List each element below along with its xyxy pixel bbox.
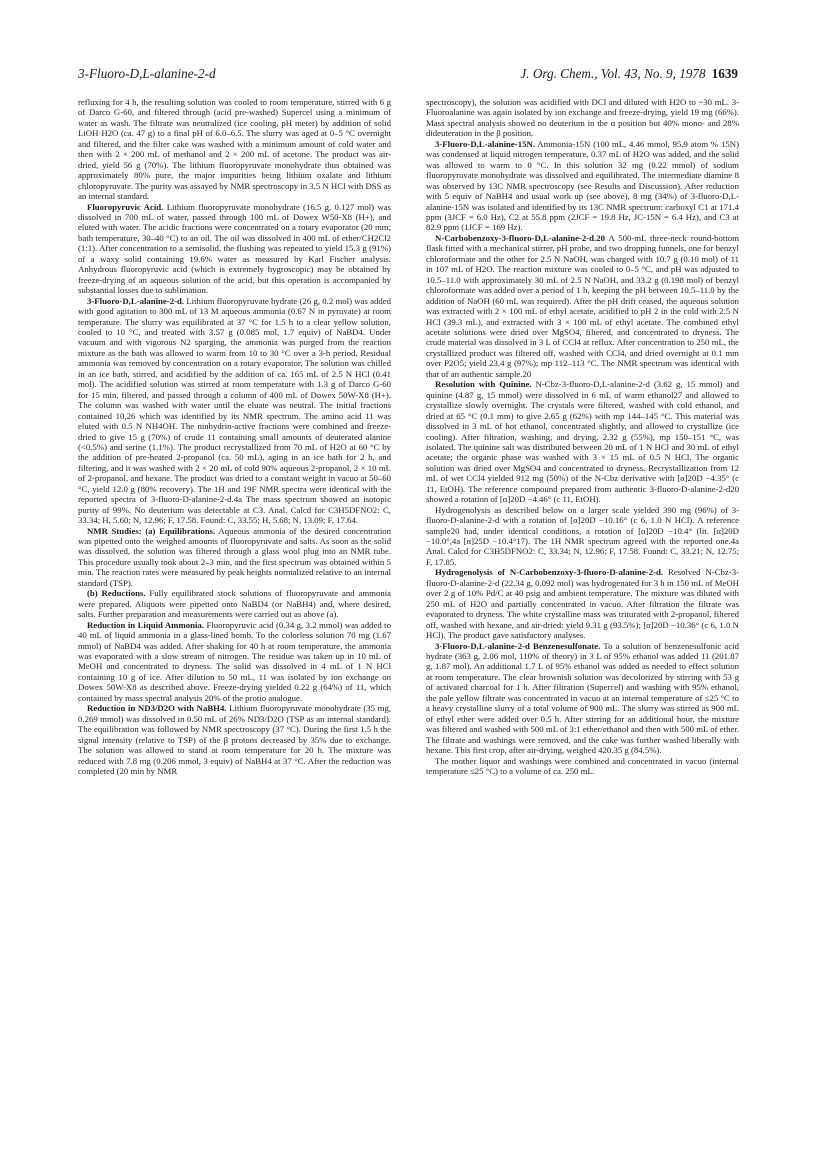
paragraph [78,526,391,589]
paragraph-text: Fluoropyruvic acid (0.34 g, 3.2 mmol) was added to 40 mL of liquid ammonia in a glass-lined bomb. To the colorless solution 70 mg (1.67 mmol) of NaBD4 was added. After shaking for 40 h at room temperature, the ammonia was evaporated with a slow stream of nitrogen. The residue was taken up in 10 mL of MeOH and concentrated to dryness. The solid was dissolved in 4 mL of 1 N HCl containing 10 g of ice. After dilution to 50 mL, 11 was isolated by ion exchange on Dowex 50W-X8 as described above. Freeze-drying yielded 0.22 g (64%) of 11, which contained by mass spectral analysis 20% of the protio analogue. [78,619,391,703]
paragraph-text: To a solution of benzenesulfonic acid hydrate (363 g, 2.06 mol, 110% of theory) in 3 L of 95% ethanol was added 11 (201.87 g, 1.87 mol). An additional 1.7 L of 95% ethanol was added as needed to effect solution at room temperature. The clear brownish solution was decolorized by stirring with 53 g of activated charcoal for 1 h. After filtration (Supercel) and washing with 95% ethanol, the pale yellow filtrate was concentrated in vacuo at an internal temperature of ≤25 °C to a heavy crystalline slurry of a total volume of 900 mL. The slurry was stirred as 900 mL of ethyl ether were added over 0.5 h. After stirring for an additional hour, the mixture was filtered and washed with 500 mL of 3:1 ether/ethanol and then with 500 mL of ether. The filtrate and washings were removed, and the cake was further washed liberally with hexane. This first crop, after air-drying, weighed 420.35 g (84.5%). [426,640,740,756]
journal-citation [520,66,738,82]
paragraph-heading: Reduction in Liquid Ammonia. [87,619,204,630]
paragraph [78,97,391,202]
paragraph-heading: NMR Studies: (a) Equilibrations. [87,525,216,536]
paragraph [78,620,391,704]
paragraph-heading: 3-Fluoro-D,L-alanine-2-d Benzenesulfonate. [435,640,601,651]
paragraph [426,567,739,640]
paragraph [78,703,391,776]
paragraph-heading: Hydrogenolysis of N-Carbobenzoxy-3-fluoro-D-alanine-2-d. [435,567,664,578]
paragraph-heading: 3-Fluoro-D,L-alanine-2-d. [87,295,185,306]
paragraph-heading: Resolution with Quinine. [435,379,532,390]
left-column [78,97,391,776]
paragraph [426,97,739,139]
paragraph-text: N-Cbz-3-fluoro-D,L-alanine-2-d (3.62 g, 15 mmol) and quinine (4.87 g, 15 mmol) were dissolved in 6 mL of warm ethanol27 and allowed to crystallize slowly overnight. The crystals were filtered, washed with cold ethanol, and dried at 65 °C (0.1 mm) to give 2.65 g (62%) with mp 144–145 °C. This material was dissolved in 3 mL of hot ethanol, concentrated slightly, and allowed to crystallize (ice cooling). After filtration, washing, and drying, 2.32 g (55%), mp 150–151 °C, was isolated. The quinine salt was distributed between 20 mL of 1 N HCl and 30 mL of ethyl acetate; the organic phase was washed with 3 × 15 mL of 0.5 N HCl. The organic solution was dried over MgSO4 and concentrated to dryness. Recrystallization from 12 mL of wet CCl4 yielded 912 mg (50%) of the N-Cbz derivative with [α]20D −4.35° (c 11, EtOH). The reference compound prepared from authentic 3-fluoro-D-alanine-2-d20 showed a rotation of [α]20D −4.46° (c 11, EtOH). [426,379,739,505]
page-number: 1639 [711,66,738,81]
paragraph [426,641,739,756]
paragraph [426,505,739,568]
paragraph-text: A 500-mL three-neck round-bottom flask fitted with a mechanical stirrer, pH probe, and two dropping funnels, one for benzyl chloroformate and the other for 2.5 N NaOH, was charged with 10.7 g (0.10 mol) of 11 in 107 mL of H2O. The reaction mixture was cooled to 0–5 °C, and pH was adjusted to 10.5–11.0 with approximately 30 mL of 2.5 N NaOH, and 33.2 g (0.198 mol) of benzyl chloroformate was added over a period of 1 h, keeping the pH between 10.5–11.0 by the addition of NaOH (60 mL was required). After the pH drift ceased, the aqueous solution was extracted with 2 × 100 mL of ethyl acetate, acidified to pH 2 in the cold with 2.5 N HCl (39.3 mL), and extracted with 3 × 100 mL of ethyl acetate. The combined ethyl acetate solutions were dried over MgSO4, filtered, and concentrated to dryness. The crude material was dissolved in 3 L of CCl4 at reflux. After concentration to 250 mL, the crystallized product was filtered off, washed with CCl4, and dried overnight at 0.1 mm over P2O5; yield 23.4 g (97%); mp 112–113 °C. The NMR spectrum was identical with that of an authentic sample.20 [426,232,739,379]
paragraph-text: Lithium fluoropyruvate monohydrate (35 mg, 0.269 mmol) was dissolved in 0.50 mL of 26% ND3/D2O (TSP as an internal standard). The equilibration was followed by NMR spectroscopy (37 °C). During the first 1.5 h the signal intensity (relative to TSP) of the β protons decreased by 35% due to exchange. The solution was allowed to stand at room temperature for 20 h. The mixture was reduced with 7.8 mg (0.206 mmol, 3 equiv) of NaBH4 at 37 °C. After the reduction was completed (20 min by NMR [78,703,392,776]
right-column [426,97,739,776]
paragraph-text: spectroscopy), the solution was acidified with DCl and diluted with H2O to ~30 mL. 3-Fluoroalanine was again isolated by ion exchange and freeze-drying, yield 19 mg (66%). Mass spectral analysis showed no deuterium in the α position but 40% mono- and 28% dideuteration in the β position. [426,97,739,139]
running-header [78,66,738,82]
paragraph-text: Aqueous ammonia of the desired concentration was pipetted onto the weighed amounts of fluoropyruvate and salts. As soon as the solid was dissolved, the solution was filtered through a glass wool plug into an NMR tube. This procedure usually took about 2–3 min, and the first spectrum was obtained within 5 min. The reaction rates were measured by peak heights normalized relative to an internal standard (TSP). [78,525,392,588]
paragraph-text: Lithium fluoropyruvate hydrate (26 g, 0.2 mol) was added with good agitation to 300 mL of 13 M aqueous ammonia (0.67 N in pyruvate) at room temperature. The slurry was equilibrated at 37 °C for 1.5 h to a clear yellow solution, cooled to 10 °C, and treated with 3.57 g (0.085 mol, 1.7 equiv) of NaBD4. Under vacuum and with vigorous N2 sparging, the ammonia was purged from the reaction mixture as the bath was allowed to warm from 10 to 30 °C over a 3-h period. Residual ammonia was removed by concentration on a rotary evaporator. The solution was chilled in an ice bath, stirred, and acidified by the addition of ca. 165 mL of 2.5 N HCl (0.41 mol). The acidified solution was stirred at room temperature with 1.3 g of Darco G-60 for 15 min, filtered, and passed through a column of 400 mL of Dowex 50W-X8 (H+). The column was washed with water until the eluate was neutral. The initial fractions contained 10,26 which was identified by its NMR spectrum. The amino acid 11 was eluted with 0.5 N NH4OH. The ninhydrin-active fractions were combined and freeze-dried to give 15 g (70%) of crude 11 containing small amounts of deuterated alanine (<0.5%) and serine (1.1%). The product recrystallized from 70 mL of H2O at 60 °C by the addition of pre-heated 2-propanol (ca. 50 mL), aging in an ice bath for 2 h, and filtering, and it was washed with 2 × 20 mL of cold 90% aqueous 2-propanol, 2 × 10 mL of 2-propanol, and hexane. The product was dried to a constant weight in vacuo at 50–60 °C, yield 12.0 g (80% recovery). The 1H and 19F NMR spectra were identical with the reported spectra of 3-fluoro-D-alanine-2-d.4a The mass spectrum showed an isotopic purity of 99%. No deuterium was detectable at C3. Anal. Calcd for C3H5DFNO2: C, 33.34; H, 5.60; N, 12.96; F, 17.58. Found: C, 33.55; H, 5.68; N, 13.09; F, 17.64. [78,295,392,526]
journal-name: J. Org. Chem., Vol. 43, No. 9, 1978 [520,66,706,81]
paragraph [78,296,391,526]
paragraph [426,139,739,233]
paragraph-heading: N-Carbobenzoxy-3-fluoro-D,L-alanine-2-d.20 [435,232,605,243]
paragraph-text: Lithium fluoropyruvate monohydrate (16.5 g, 0.127 mol) was dissolved in 700 mL of water, passed through 100 mL of Dowex W50-X8 (H+), and eluted with water. The acidic fractions were concentrated on a rotary evaporator (20 mm; bath temperature, 30–40 °C) to an oil. The oil was dissolved in 400 mL of ether/CH2Cl2 (1:1). After concentration to a semisolid, the flushing was repeated to yield 15.3 g (91%) of a waxy solid containing 19.6% water as measured by Karl Fischer analysis. Anhydrous fluoropyruvic acid (which is extremely hygroscopic) may be obtained by freeze-drying of an aqueous solution of the acid, but this operation is accompanied by substantial losses due to sublimation. [78,201,392,296]
paragraph-text: refluxing for 4 h, the resulting solution was cooled to room temperature, stirred with 6 g of Darco G-60, and filtered through (acid pre-washed) Supercel using a minimum of water as wash. The filtrate was neutralized (ice cooling, pH meter) by addition of solid LiOH·H2O (ca. 47 g) to a final pH of 6.0–6.5. The slurry was aged at 0–5 °C overnight and filtered, and the filter cake was washed with a minimum amount of cold water and then with 2 × 200 mL of methanol and 2 × 200 mL of acetone. The product was air-dried, yield 56 g (70%). The lithium fluoropyruvate monohydrate thus obtained was approximately 80% pure, the major impurities being lithium oxalate and lithium chloropyruvate. The purity was assayed by NMR spectroscopy in 3.5 N HCl with DSS as an internal standard. [78,97,391,202]
paragraph-text: Fully equilibrated stock solutions of fluoropyruvate and ammonia were prepared. Aliquots were pipetted onto NaBD4 (or NaBH4) and, where desired, salts. Further preparation and measurements were carried out as above (a). [78,588,392,620]
paragraph-heading: Reduction in ND3/D2O with NaBH4. [87,703,227,714]
paragraph [78,588,391,619]
paragraph-text: Resolved N-Cbz-3-fluoro-D-alanine-2-d (22.34 g, 0.092 mol) was hydrogenated for 3 h in 150 mL of MeOH over 2 g of 10% Pd/C at 40 psig and ambient temperature. The mixture was diluted with 250 mL of H2O and partially concentrated in vacuo. After filtration the filtrate was evaporated to dryness. The white crystalline mass was triturated with 2-propanol, filtered off, washed with hexane, and air-dried: yield 9.31 g (93.5%); [α]20D −10.36° (c 6, 1.0 N HCl). The product gave satisfactory analyses. [426,567,740,641]
paragraph [426,379,739,504]
paragraph [78,202,391,296]
paragraph [426,756,739,777]
paragraph-text: Hydrogenolysis as described below on a larger scale yielded 390 mg (96%) of 3-fluoro-D-alanine-2-d with a rotation of [α]20D −10.16° (c 6, 1.0 N HCl). A reference sample20 had, under identical conditions, a rotation of [α]20D −10.4° (lit. [α]20D −10.0°,4a [α]25D −10.4°17). The 1H NMR spectrum agreed with the reported one.4a Anal. Calcd for C3H5DFNO2: C, 33.34; N, 12.96; F, 17.58. Found: C, 33.21; N, 12.75; F, 17.85. [426,504,739,567]
paragraph-text: Ammonia-15N (100 mL, 4.46 mmol, 95.9 atom % 15N) was condensed at liquid nitrogen temperature, 0.37 mL of H2O was added, and the solid was allowed to warm to 0 °C. In this solution 32 mg (0.22 mmol) of sodium fluoropyruvate monohydrate was dissolved and equilibrated. The intermediate diamine 8 was observed by 13C NMR spectroscopy (see Results and Discussion). After reduction with 5 equiv of NaBH4 and usual work up (see above), 8 mg (34%) of 3-fluoro-D,L-alanine-15N was isolated and identified by its 13C NMR spectrum: carboxyl C1 at 171.4 ppm (3JCF = 6.0 Hz), C2 at 55.8 ppm (2JCF = 19.8 Hz, JC-15N = 6.4 Hz), and C3 at 82.9 ppm (1JCF = 169 Hz). [426,138,739,233]
paragraph-heading: (b) Reductions. [87,588,146,599]
paragraph [426,233,739,379]
paragraph-heading: Fluoropyruvic Acid. [87,201,164,212]
running-title: 3-Fluoro-D,L-alanine-2-d [78,66,216,81]
paragraph-heading: 3-Fluoro-D,L-alanine-15N. [435,138,535,149]
paragraph-text: The mother liquor and washings were combined and concentrated in vacuo (internal temperature ≤25 °C) to a volume of ca. 250 mL. [426,755,739,776]
